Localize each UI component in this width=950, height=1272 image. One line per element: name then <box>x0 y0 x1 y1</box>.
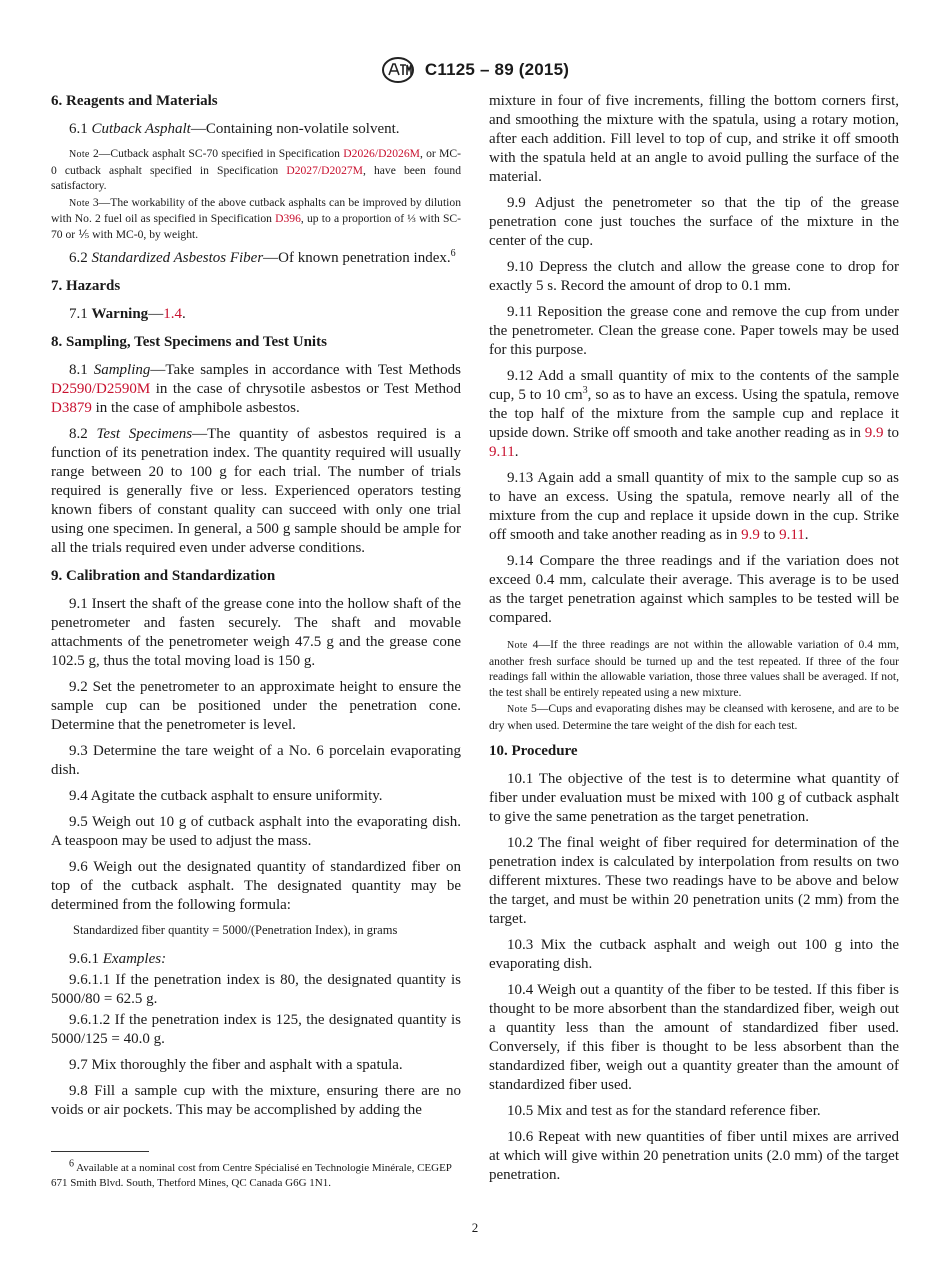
para-9-5: 9.5 Weigh out 10 g of cutback asphalt into the evaporating dish. A teaspoon may be used to adjust the mass. <box>51 814 461 849</box>
para-10-1: 10.1 The objective of the test is to determine what quantity of fiber under evaluation must be mixed with 100 g of cutback asphalt to give the same penetration as the target penetration. <box>489 771 899 825</box>
para-9-8: 9.8 Fill a sample cup with the mixture, ensuring there are no voids or air pockets. This may be accomplished by adding the <box>51 1083 461 1118</box>
section-7-heading: 7. Hazards <box>51 278 121 294</box>
para-9-7: 9.7 Mix thoroughly the fiber and asphalt with a spatula. <box>69 1057 403 1073</box>
section-9-heading: 9. Calibration and Standardization <box>51 568 276 584</box>
para-9-11: 9.11 Reposition the grease cone and remove the cup from under the penetrometer. Clean the grease cone. Paper towels may be used for this purpose. <box>489 304 899 358</box>
para-9-4: 9.4 Agitate the cutback asphalt to ensure uniformity. <box>69 788 383 804</box>
section-10-heading: 10. Procedure <box>489 743 578 759</box>
para-9-10: 9.10 Depress the clutch and allow the grease cone to drop for exactly 5 s. Record the amount of drop to 0.1 mm. <box>489 259 899 294</box>
note-4: Note 4—If the three readings are not within the allowable variation of 0.4 mm, another fresh surface should be turned up and the test repeated. If three of the four readings fall within the allowable variation, those three values shall be averaged. If not, the test shall be entirely repeated using a new mixture. <box>489 638 899 699</box>
para-9-2: 9.2 Set the penetrometer to an approximate height to ensure the sample cup can be positioned under the penetration cone. Determine that the penetrometer is level. <box>51 679 461 733</box>
link-d2027[interactable]: D2027/D2027M <box>286 163 363 177</box>
link-9-11-b[interactable]: 9.11 <box>779 527 805 543</box>
para-6-2: 6.2 Standardized Asbestos Fiber—Of known penetration index.$^6$ <box>69 248 456 266</box>
link-1-4[interactable]: 1.4 <box>163 306 182 322</box>
para-10-2: 10.2 The final weight of fiber required for determination of the penetration index is calculated by interpolation from results on two different mixtures. These two readings have to be above and below the target, and must be within 20 penetration units (2 mm) from the target. <box>489 835 899 927</box>
para-10-6: 10.6 Repeat with new quantities of fiber until mixes are arrived at which will give within 20 penetration units (2.0 mm) of the target penetration. <box>489 1129 899 1183</box>
para-9-6-1-2: 9.6.1.2 If the penetration index is 125, the designated quantity is 5000/125 = 40.0 g. <box>51 1012 461 1047</box>
para-10-3: 10.3 Mix the cutback asphalt and weigh out 100 g into the evaporating dish. <box>489 937 899 972</box>
page-number: 2 <box>471 1220 479 1235</box>
right-column <box>489 92 899 1192</box>
para-8-1: 8.1 Sampling—Take samples in accordance with Test Methods D2590/D2590M in the case of chrysotile asbestos or Test Method D3879 in the case of amphibole asbestos. <box>51 362 461 416</box>
para-9-12: 9.12 Add a small quantity of mix to the contents of the sample cup, 5 to 10 $cm^3$, so as to have an excess. Using the spatula, remove the top half of the mixture from the sample cup and replace it upside down. Strike off smooth and take another reading as in 9.9 to 9.11. <box>489 368 900 460</box>
link-9-9[interactable]: 9.9 <box>864 425 884 441</box>
para-9-1: 9.1 Insert the shaft of the grease cone into the hollow shaft of the penetrometer and fasten securely. The shaft and movable attachments of the penetrometer weigh 47.5 g and the grease cone 102.5 g, thus the total moving load is 150 g. <box>51 596 461 669</box>
note-3: Note 3—The workability of the above cutback asphalts can be improved by dilution with No. 2 fuel oil as specified in Specification D396, up to a proportion of ⅓ with SC-70 or ⅕ with MC-0, by weight. <box>51 195 462 241</box>
link-d2590[interactable]: D2590/D2590M <box>51 381 151 397</box>
link-9-11[interactable]: 9.11 <box>489 444 515 460</box>
note-5: Note 5—Cups and evaporating dishes may be cleansed with kerosene, and are to be dry when used. Determine the tare weight of the dish for each test. <box>489 702 899 732</box>
link-d396[interactable]: D396 <box>275 212 301 225</box>
para-8-2: 8.2 Test Specimens—The quantity of asbestos required is a function of its penetration index. The quantity required will usually range between 20 to 100 g for each trial. The number of trials required is generally five or less. Experienced operators testing known fibers of constant quality can succeed with only one trial using one specimen. In general, a 500 g sample should be ample for all the trials required even under adverse conditions. <box>51 426 461 556</box>
section-6-heading: 6. Reagents and Materials <box>51 93 218 109</box>
note-2: Note 2—Cutback asphalt SC-70 specified in Specification D2026/D2026M, or MC-0 cutback asphalt specified in Specification D2027/D2027M, have been found satisfactory. <box>51 147 462 192</box>
page-header <box>0 56 950 84</box>
astm-logo-icon <box>381 56 415 84</box>
para-9-13: 9.13 Again add a small quantity of mix to the sample cup so as to have an excess. Using the spatula, remove nearly all of the mixture from the cup and replace it upside down in the cup. Strike off smooth and take another reading as in 9.9 to 9.11. <box>489 470 899 543</box>
para-6-1: 6.1 Cutback Asphalt—Containing non-volatile solvent. <box>69 121 400 137</box>
para-9-6-1-1: 9.6.1.1 If the penetration index is 80, the designated quantity is 5000/80 = 62.5 g. <box>51 972 461 1007</box>
section-8-heading: 8. Sampling, Test Specimens and Test Units <box>51 334 327 350</box>
para-9-3: 9.3 Determine the tare weight of a No. 6 porcelain evaporating dish. <box>51 743 461 778</box>
para-9-6-1: 9.6.1 Examples: <box>69 951 167 967</box>
para-9-14: 9.14 Compare the three readings and if the variation does not exceed 0.4 mm, calculate their average. This average is to be used as the target penetration against which samples to be tested will be compared. <box>489 553 899 626</box>
para-7-1: 7.1 Warning—1.4. <box>69 306 186 322</box>
left-column <box>51 92 461 1127</box>
document-designation: C1125 – 89 (2015) <box>424 60 570 79</box>
para-10-4: 10.4 Weigh out a quantity of the fiber to be tested. If this fiber is thought to be more absorbent than the standardized fiber, weigh out a quantity less than the amount of standardized fiber used. Conversely, if this fiber is thought to be less absorbent than the standardized fiber, weigh out a quantity greater than the amount of standardized fiber used. <box>489 982 899 1093</box>
para-10-5: 10.5 Mix and test as for the standard reference fiber. <box>507 1103 821 1119</box>
footnote-6: $^6$ Available at a nominal cost from Centre Spécialisé en Technologie Minérale, CEGEP 671 Smith Blvd. South, Thetford Mines, QC Canada G6G 1N1. <box>51 1158 452 1189</box>
fiber-quantity-formula: Standardized fiber quantity = 5000/(Penetration Index), in grams <box>73 923 398 937</box>
para-9-9: 9.9 Adjust the penetrometer so that the tip of the grease penetration cone just touches the surface of the mixture in the center of the cup. <box>489 195 899 249</box>
para-9-8-continued: mixture in four of five increments, filling the bottom corners first, and smoothing the mixture with the spatula, using a rotary motion, after each addition. Fill level to top of cup, and strike it off smooth with the spatula held at an angle to avoid pulling the surface of the material. <box>489 93 899 185</box>
footnote-rule <box>51 1151 149 1152</box>
link-d3879[interactable]: D3879 <box>51 400 92 416</box>
link-d2026[interactable]: D2026/D2026M <box>343 147 420 160</box>
para-9-6: 9.6 Weigh out the designated quantity of standardized fiber on top of the cutback asphalt. The designated quantity may be determined from the following formula: <box>51 859 461 913</box>
link-9-9-b[interactable]: 9.9 <box>741 527 760 543</box>
